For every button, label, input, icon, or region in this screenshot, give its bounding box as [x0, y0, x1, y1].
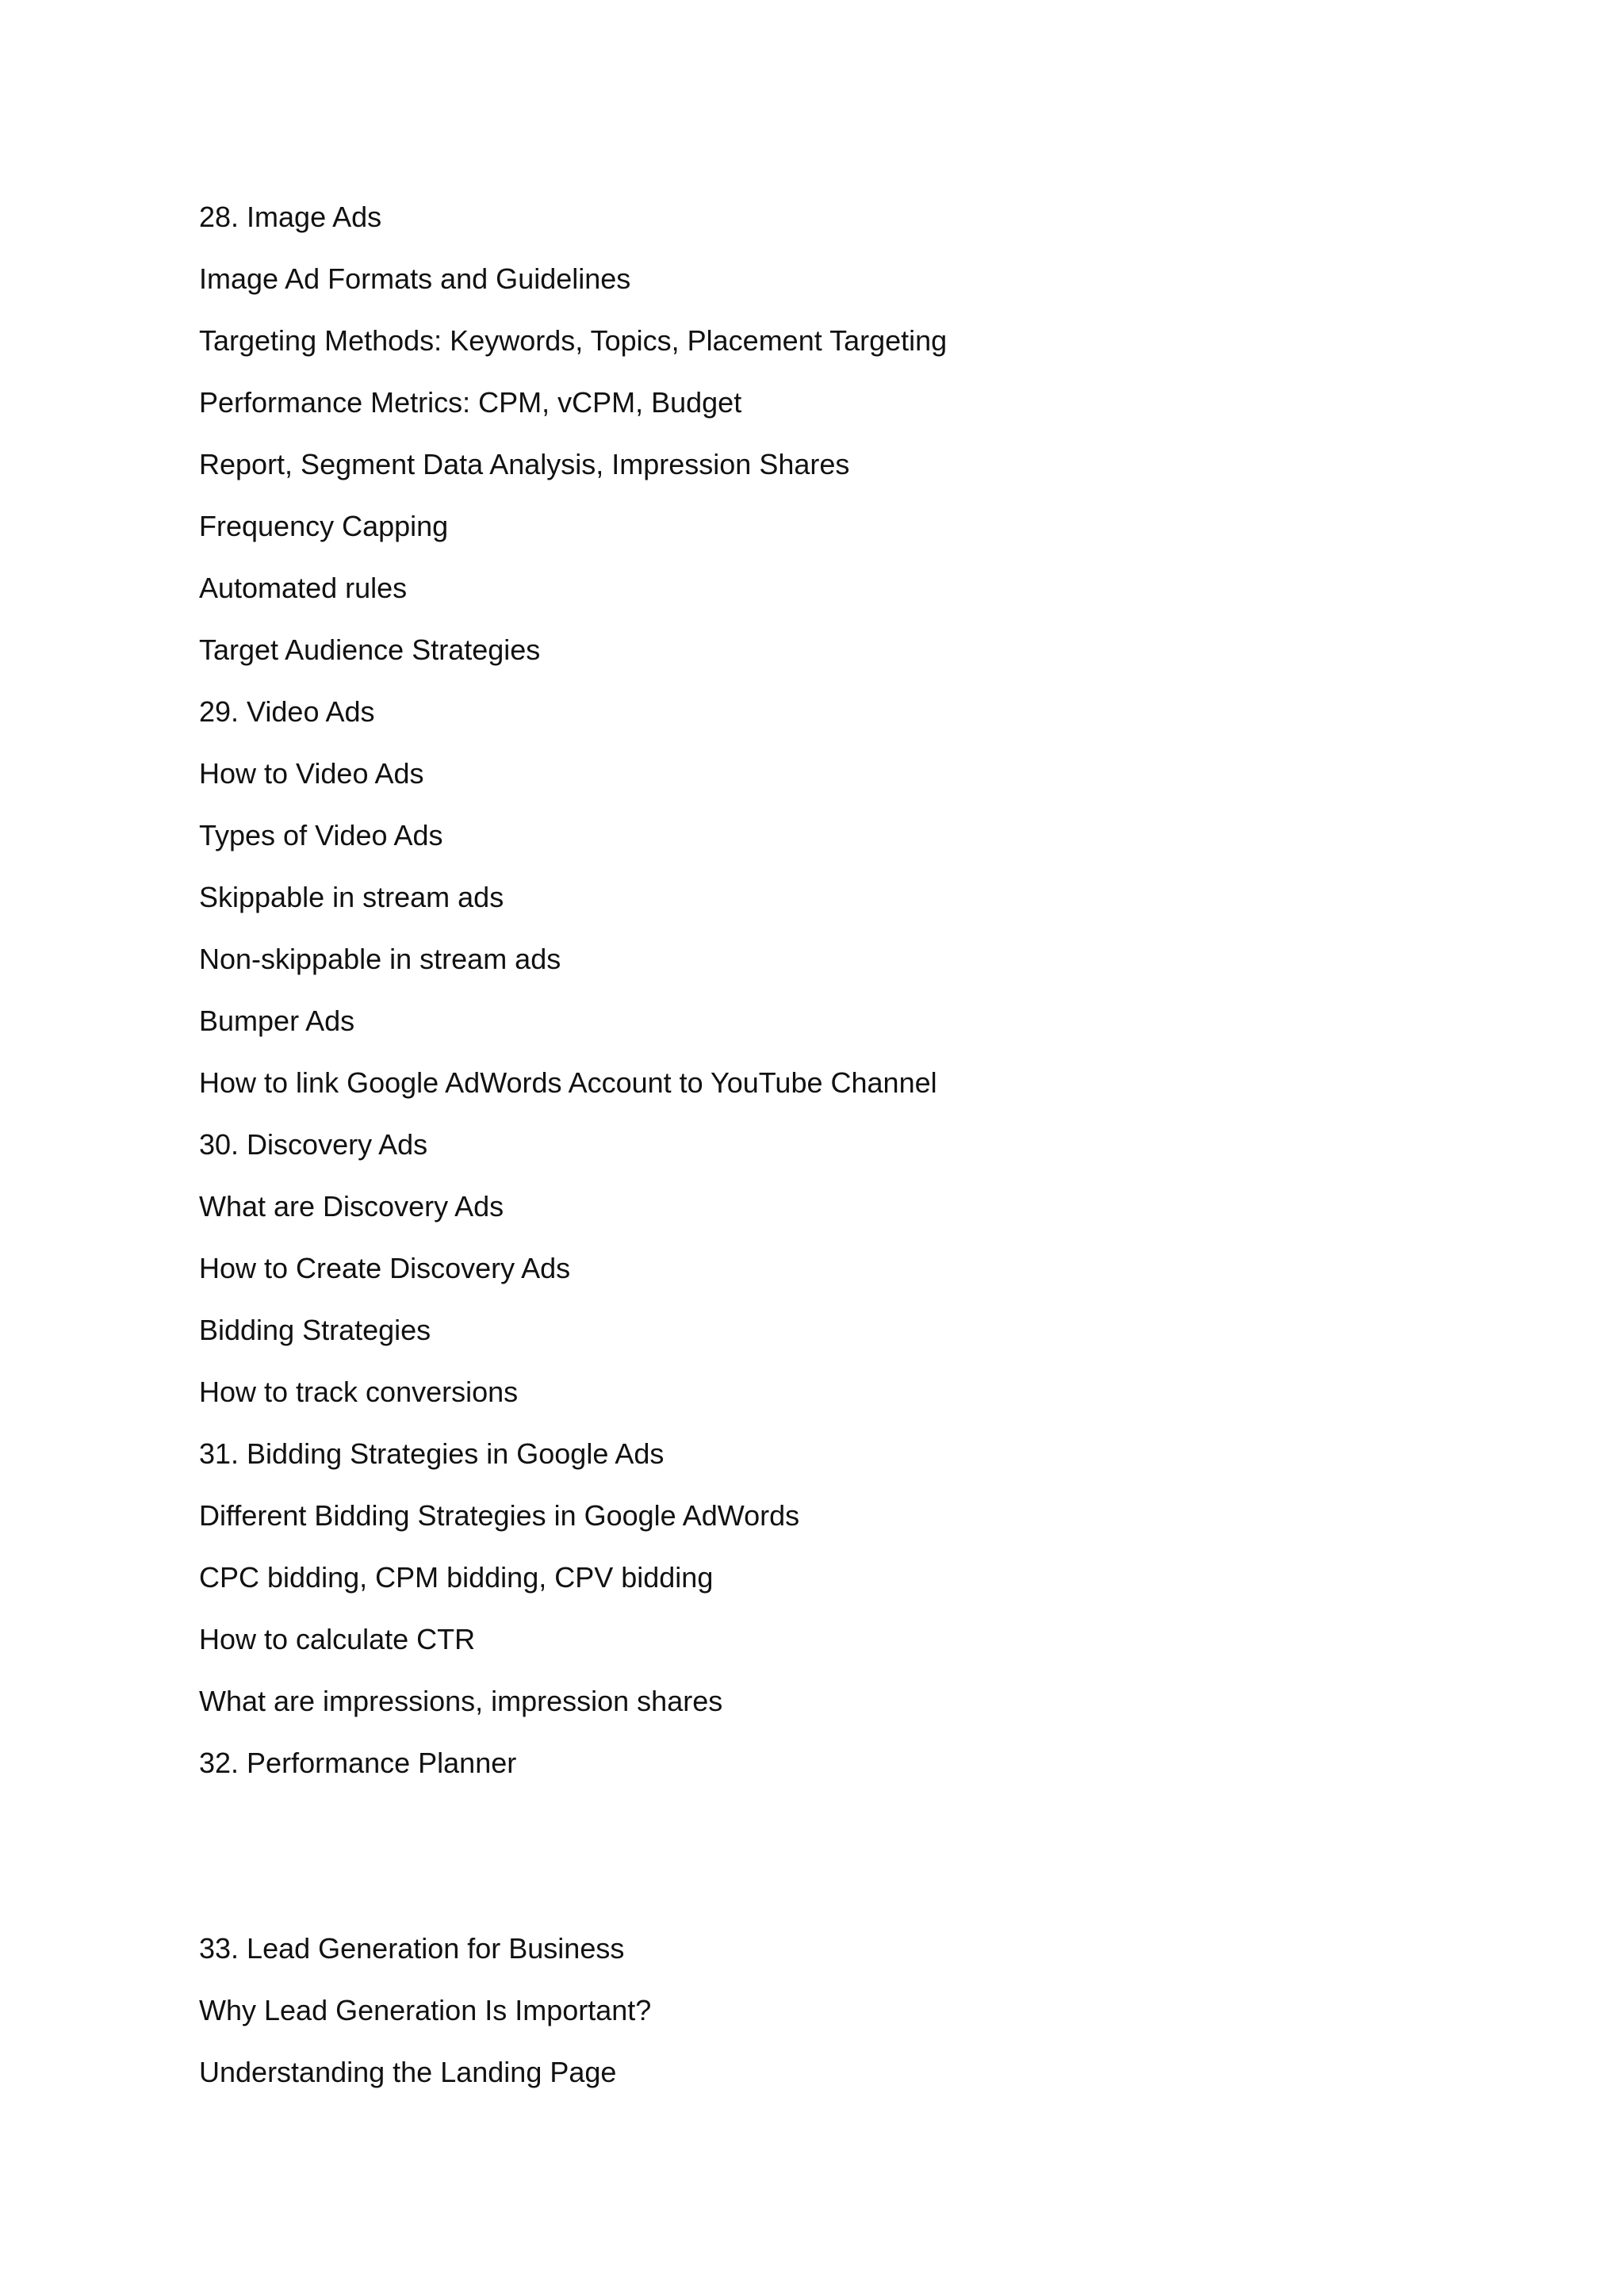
list-item: How to calculate CTR [199, 1623, 476, 1655]
list-item: How to Create Discovery Ads [199, 1252, 571, 1284]
list-item: Report, Segment Data Analysis, Impression Shares [199, 448, 850, 480]
section-heading-discovery-ads: 30. Discovery Ads [199, 1128, 428, 1161]
list-item: Skippable in stream ads [199, 881, 504, 913]
list-item: Frequency Capping [199, 510, 449, 542]
list-item: Different Bidding Strategies in Google AdWords [199, 1499, 800, 1532]
section-heading-video-ads: 29. Video Ads [199, 695, 375, 728]
section-heading-image-ads: 28. Image Ads [199, 201, 382, 233]
list-item: How to track conversions [199, 1376, 519, 1408]
list-item: Image Ad Formats and Guidelines [199, 262, 631, 295]
section-heading-lead-generation: 33. Lead Generation for Business [199, 1932, 625, 1965]
list-item: How to Video Ads [199, 757, 424, 790]
section-heading-performance-planner: 32. Performance Planner [199, 1747, 517, 1779]
list-item: Why Lead Generation Is Important? [199, 1994, 652, 2026]
list-item: Target Audience Strategies [199, 633, 541, 666]
document-content [199, 197, 1468, 2114]
list-item: CPC bidding, CPM bidding, CPV bidding [199, 1561, 714, 1594]
list-item: Types of Video Ads [199, 819, 443, 851]
list-item: Non-skippable in stream ads [199, 943, 561, 975]
list-item: Targeting Methods: Keywords, Topics, Placement Targeting [199, 324, 948, 357]
section-heading-bidding-strategies: 31. Bidding Strategies in Google Ads [199, 1437, 665, 1470]
list-item: What are impressions, impression shares [199, 1685, 723, 1717]
list-item: What are Discovery Ads [199, 1190, 504, 1223]
list-item: Automated rules [199, 572, 408, 604]
list-item: Performance Metrics: CPM, vCPM, Budget [199, 386, 742, 419]
list-item: Bidding Strategies [199, 1314, 431, 1346]
list-item: Bumper Ads [199, 1004, 355, 1037]
list-item: Understanding the Landing Page [199, 2056, 617, 2088]
list-item: How to link Google AdWords Account to YouTube Channel [199, 1066, 937, 1099]
blank-space [199, 1805, 1468, 1929]
